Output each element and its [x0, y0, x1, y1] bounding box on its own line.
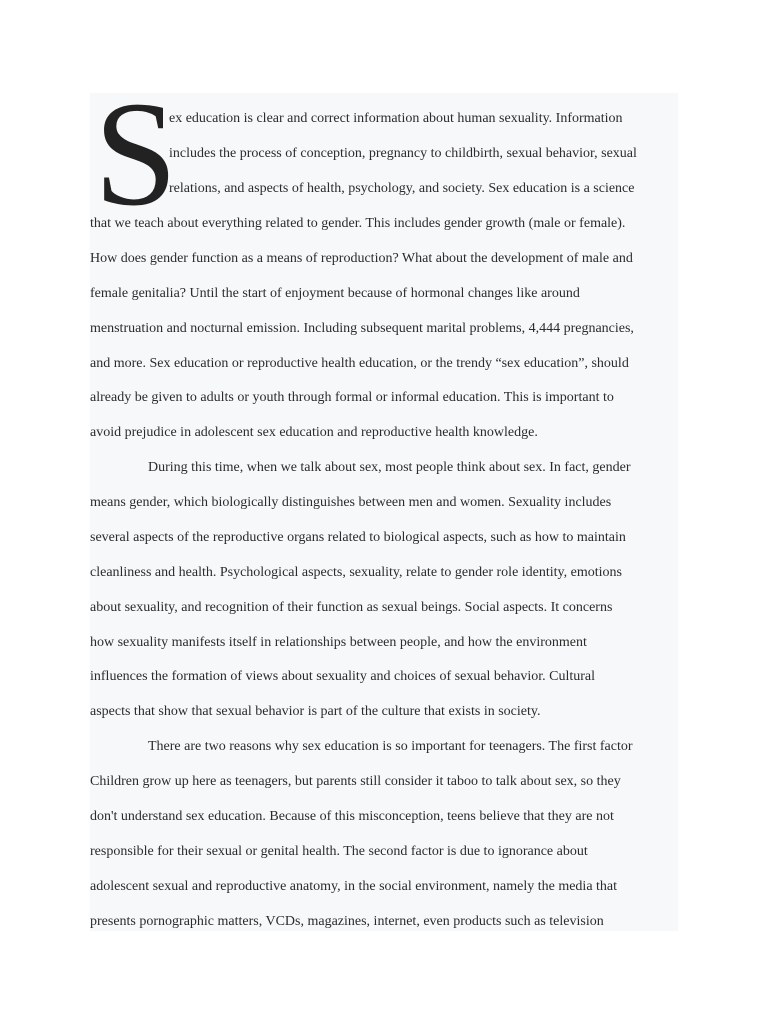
text-line: includes the process of conception, pregnancy to childbirth, sexual behavior, sexual	[169, 146, 637, 161]
text-line: and more. Sex education or reproductive health education, or the trendy “sex education”, should	[90, 356, 629, 371]
text-line: several aspects of the reproductive organs related to biological aspects, such as how to maintain	[90, 530, 626, 545]
text-line: How does gender function as a means of reproduction? What about the development of male and	[90, 251, 633, 266]
text-line: how sexuality manifests itself in relationships between people, and how the environment	[90, 635, 587, 650]
text-line: that we teach about everything related to gender. This includes gender growth (male or female).	[90, 216, 626, 231]
text-line: presents pornographic matters, VCDs, magazines, internet, even products such as television	[90, 914, 604, 929]
text-line: There are two reasons why sex education is so important for teenagers. The first factor	[148, 739, 633, 754]
text-line: Children grow up here as teenagers, but parents still consider it taboo to talk about sex, so they	[90, 774, 621, 789]
text-line: relations, and aspects of health, psychology, and society. Sex education is a science	[169, 181, 635, 196]
text-line: During this time, when we talk about sex, most people think about sex. In fact, gender	[148, 460, 631, 475]
text-line: female genitalia? Until the start of enjoyment because of hormonal changes like around	[90, 286, 580, 301]
text-line: means gender, which biologically distinguishes between men and women. Sexuality includes	[90, 495, 612, 510]
text-line: about sexuality, and recognition of their function as sexual beings. Social aspects. It concerns	[90, 600, 613, 615]
text-line: ex education is clear and correct information about human sexuality. Information	[169, 111, 623, 126]
drop-cap: S	[94, 71, 178, 237]
text-line: already be given to adults or youth through formal or informal education. This is important to	[90, 390, 614, 405]
text-line: menstruation and nocturnal emission. Including subsequent marital problems, 4,444 pregnancies,	[90, 321, 634, 336]
text-line: responsible for their sexual or genital health. The second factor is due to ignorance about	[90, 844, 588, 859]
text-line: don't understand sex education. Because of this misconception, teens believe that they are not	[90, 809, 614, 824]
text-line: avoid prejudice in adolescent sex education and reproductive health knowledge.	[90, 425, 538, 440]
text-line: aspects that show that sexual behavior is part of the culture that exists in society.	[90, 704, 541, 719]
document-body	[90, 71, 678, 931]
text-line: influences the formation of views about sexuality and choices of sexual behavior. Cultural	[90, 669, 596, 684]
text-line: cleanliness and health. Psychological aspects, sexuality, relate to gender role identity, emotions	[90, 565, 622, 580]
text-line: adolescent sexual and reproductive anatomy, in the social environment, namely the media that	[90, 879, 618, 894]
